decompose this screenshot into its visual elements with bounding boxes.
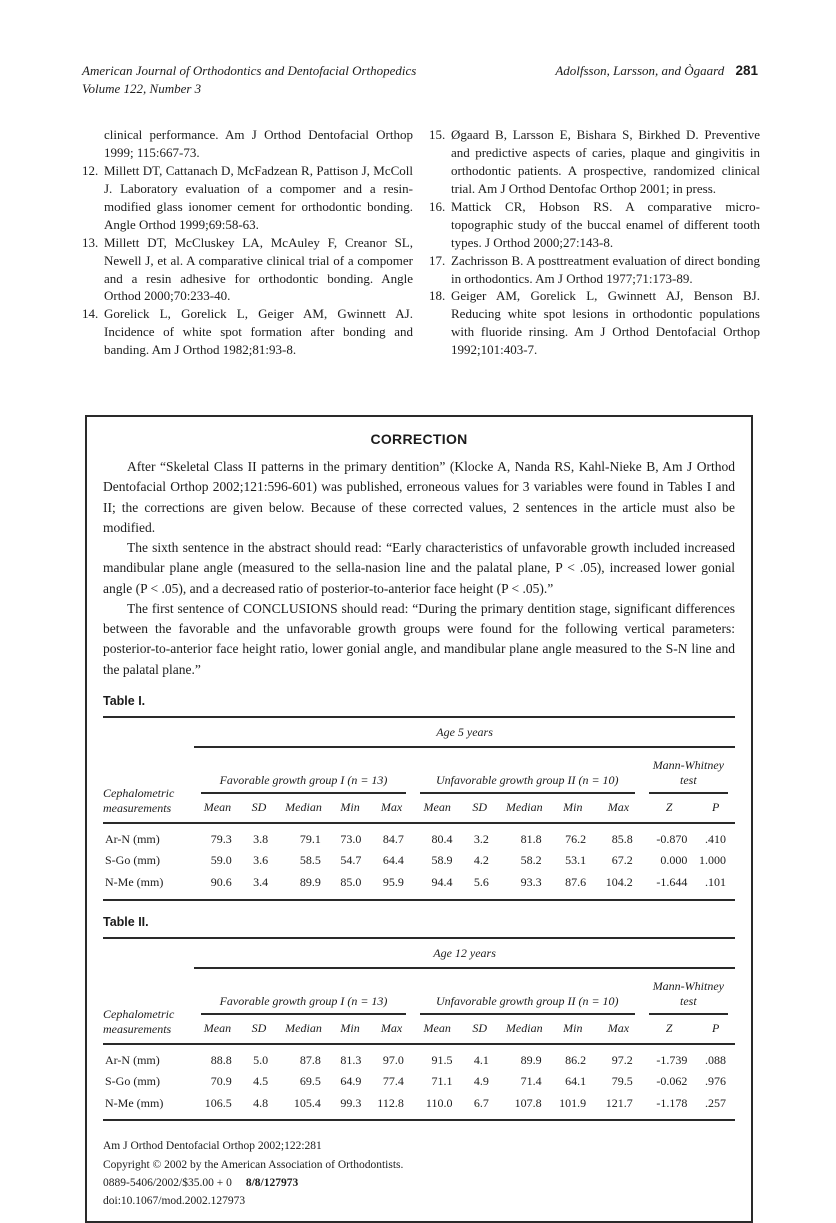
reference-text: Øgaard B, Larsson E, Bishara S, Birkhed D. Preventive and predictive aspects of caries, plaque and gingivitis in orthodontic patients. A prospective, randomized clinical trial. Am J Orthod Dentofac Orthop 2001; in press.	[451, 127, 760, 196]
data-cell: .976	[705, 1074, 726, 1089]
data-cell: 89.9	[520, 1052, 542, 1067]
reference-number: 15.	[429, 127, 446, 142]
data-cell: 59.0	[210, 853, 232, 868]
column-header: Median	[277, 794, 330, 823]
table-row	[103, 717, 735, 747]
data-cell: 1.000	[699, 853, 726, 868]
data-cell: 0.000	[660, 853, 688, 868]
data-cell: 104.2	[605, 874, 633, 889]
table-row	[103, 1093, 735, 1121]
volume-line: Volume 122, Number 3	[82, 81, 202, 97]
data-cell: -0.870	[656, 831, 688, 846]
copyright-line: Copyright © 2002 by the American Association of Orthodontists.	[103, 1158, 404, 1171]
data-cell: 77.4	[382, 1074, 404, 1089]
data-cell: 88.8	[210, 1052, 232, 1067]
data-cell: 91.5	[431, 1052, 453, 1067]
data-cell: 81.3	[340, 1052, 362, 1067]
data-cell: 84.7	[382, 831, 404, 846]
column-header: Median	[498, 1015, 551, 1044]
reference-item	[82, 126, 413, 162]
article-code: 8/8/127973	[245, 1177, 299, 1190]
reference-item	[429, 287, 760, 359]
data-cell: 3.6	[253, 853, 269, 868]
group2-header: Unfavorable growth group II (n = 10)	[420, 773, 635, 794]
data-cell: 89.9	[299, 874, 321, 889]
doi-line: doi:10.1067/mod.2002.127973	[103, 1195, 246, 1208]
reference-text: clinical performance. Am J Orthod Dentofacial Orthop 1999; 115:667-73.	[104, 127, 413, 160]
data-cell: 79.3	[210, 831, 232, 846]
reference-item	[82, 234, 413, 306]
data-cell: 79.1	[299, 831, 321, 846]
column-header: Mean	[194, 794, 241, 823]
data-cell: 101.9	[559, 1095, 587, 1110]
reference-item	[429, 126, 760, 198]
data-cell: 97.2	[611, 1052, 633, 1067]
column-header: Z	[642, 794, 697, 823]
mann-whitney-line2: test	[680, 772, 697, 787]
mann-whitney-line2: test	[680, 993, 697, 1008]
data-cell: 4.5	[253, 1074, 269, 1089]
data-cell: 87.8	[299, 1052, 321, 1067]
column-header: SD	[241, 794, 277, 823]
mann-whitney-header-cell	[642, 747, 735, 794]
issn-line	[103, 1174, 735, 1192]
column-header: Median	[498, 794, 551, 823]
table-row	[103, 850, 735, 872]
correction-paragraph: The first sentence of CONCLUSIONS should read: “During the primary dentition stage, significant differences between the favorable and the unfavorable growth groups were found for the following vertical parameters: posterior-to-anterior face height ratio, lower gonial angle, and mandibular plane angle measured to the S-N line and the palatal plane.”	[103, 600, 735, 677]
reference-number: 13.	[82, 234, 99, 250]
data-cell: 54.7	[340, 853, 362, 868]
reference-item	[82, 305, 413, 359]
column-header: Z	[642, 1015, 697, 1044]
table-row	[103, 794, 735, 823]
column-header: Median	[277, 1015, 330, 1044]
data-cell: 4.1	[473, 1052, 489, 1067]
article-info-footer	[103, 1137, 735, 1211]
data-cell: 99.3	[340, 1095, 362, 1110]
data-cell: 86.2	[565, 1052, 587, 1067]
references-left-column	[82, 126, 413, 359]
row-label: Ar-N (mm)	[105, 1052, 160, 1067]
correction-table-2	[103, 937, 735, 1122]
data-cell: 121.7	[605, 1095, 633, 1110]
row-label: S-Go (mm)	[105, 1074, 160, 1089]
reference-item	[429, 252, 760, 288]
data-cell: 58.9	[431, 853, 453, 868]
stub-header: Cephalometric measurements	[103, 717, 194, 823]
correction-table-1	[103, 716, 735, 901]
correction-paragraph: The sixth sentence in the abstract should read: “Early characteristics of unfavorable growth included increased mandibular plane angle (measured to the sella-nasion line and the palatal plane, P < .05), increased lower gonial angle (P < .05), and a decreased ratio of posterior-to-anterior face height (P < .05).”	[103, 540, 735, 596]
column-header: P	[696, 1015, 735, 1044]
table-row	[103, 968, 735, 1015]
data-cell: 4.8	[253, 1095, 269, 1110]
column-header: P	[696, 794, 735, 823]
data-cell: 107.8	[514, 1095, 542, 1110]
correction-box	[85, 415, 753, 1223]
table-row	[103, 938, 735, 968]
data-cell: 112.8	[377, 1095, 404, 1110]
reference-text: Gorelick L, Gorelick L, Geiger AM, Gwinnett AJ. Incidence of white spot formation after bonding and banding. Am J Orthod 1982;81:93-8.	[104, 306, 413, 358]
table-row	[103, 1071, 735, 1093]
data-cell: 105.4	[293, 1095, 321, 1110]
row-label: N-Me (mm)	[105, 1095, 164, 1110]
data-cell: 4.9	[473, 1074, 489, 1089]
column-header: Max	[595, 1015, 642, 1044]
data-cell: 3.2	[473, 831, 489, 846]
data-cell: .410	[705, 831, 726, 846]
table-1-label: Table I.	[103, 693, 146, 708]
group2-header-cell	[413, 747, 642, 794]
data-cell: -1.739	[656, 1052, 688, 1067]
data-cell: 80.4	[431, 831, 453, 846]
running-head-right	[555, 62, 758, 81]
column-header: Max	[595, 794, 642, 823]
reference-item	[82, 162, 413, 234]
data-cell: 70.9	[210, 1074, 232, 1089]
mann-whitney-line1: Mann-Whitney	[652, 757, 724, 772]
column-header: Max	[370, 1015, 413, 1044]
table-row	[103, 823, 735, 851]
data-cell: 5.0	[253, 1052, 269, 1067]
column-header: Mean	[413, 1015, 462, 1044]
reference-number: 12.	[82, 162, 99, 178]
group1-header-cell	[194, 968, 413, 1015]
age-span-header: Age 12 years	[194, 938, 735, 968]
column-header: Min	[330, 1015, 371, 1044]
data-cell: 97.0	[382, 1052, 404, 1067]
row-label: S-Go (mm)	[105, 853, 160, 868]
table-2-label: Table II.	[103, 914, 149, 929]
mann-whitney-header-cell	[642, 968, 735, 1015]
reference-number: 17.	[429, 252, 446, 268]
data-cell: -0.062	[656, 1074, 688, 1089]
column-header: Max	[370, 794, 413, 823]
group1-header: Favorable growth group I (n = 13)	[201, 994, 406, 1015]
journal-title: American Journal of Orthodontics and Dentofacial Orthopedics	[82, 63, 417, 78]
running-authors: Adolfsson, Larsson, and Ògaard	[555, 63, 725, 78]
data-cell: 81.8	[520, 831, 542, 846]
data-cell: 64.9	[340, 1074, 362, 1089]
journal-block	[82, 62, 416, 98]
citation-line: Am J Orthod Dentofacial Orthop 2002;122:281	[103, 1140, 322, 1153]
data-cell: 106.5	[204, 1095, 232, 1110]
mann-whitney-header	[649, 979, 728, 1015]
reference-text: Geiger AM, Gorelick L, Gwinnett AJ, Benson BJ. Reducing white spot lesions in orthodontic populations with fluoride rinsing. Am J Orthod Dentofacial Orthop 1992;101:403-7.	[451, 288, 760, 358]
data-cell: 85.8	[611, 831, 633, 846]
table-row	[103, 747, 735, 794]
table-row	[103, 1015, 735, 1044]
page-header	[82, 62, 758, 98]
data-cell: 71.4	[520, 1074, 542, 1089]
data-cell: 3.8	[253, 831, 269, 846]
column-header: Min	[551, 1015, 596, 1044]
data-cell: 53.1	[565, 853, 587, 868]
data-cell: 4.2	[473, 853, 489, 868]
reference-number: 16.	[429, 198, 446, 214]
group1-header-cell	[194, 747, 413, 794]
data-cell: 93.3	[520, 874, 542, 889]
data-cell: 87.6	[565, 874, 587, 889]
reference-number: 14.	[82, 306, 99, 322]
references-section	[82, 126, 760, 359]
column-header: Min	[330, 794, 371, 823]
row-label: N-Me (mm)	[105, 874, 164, 889]
data-cell: .088	[705, 1052, 726, 1067]
page-number: 281	[735, 63, 758, 78]
data-cell: 6.7	[473, 1095, 489, 1110]
data-cell: .257	[705, 1095, 726, 1110]
data-cell: 85.0	[340, 874, 362, 889]
reference-item	[429, 198, 760, 252]
column-header: Mean	[194, 1015, 241, 1044]
stub-header: Cephalometric measurements	[103, 938, 194, 1044]
data-cell: 71.1	[431, 1074, 453, 1089]
column-header: SD	[241, 1015, 277, 1044]
data-cell: 5.6	[473, 874, 489, 889]
data-cell: 110.0	[425, 1095, 453, 1110]
data-cell: 79.5	[611, 1074, 633, 1089]
mann-whitney-header	[649, 758, 728, 794]
issn-code: 0889-5406/2002/$35.00 + 0	[103, 1177, 232, 1190]
data-cell: 64.4	[382, 853, 404, 868]
data-cell: 90.6	[210, 874, 232, 889]
data-cell: 67.2	[611, 853, 633, 868]
column-header: Min	[551, 794, 596, 823]
group2-header: Unfavorable growth group II (n = 10)	[420, 994, 635, 1015]
data-cell: 64.1	[565, 1074, 587, 1089]
table-row	[103, 872, 735, 900]
reference-text: Zachrisson B. A posttreatment evaluation of direct bonding in orthodontics. Am J Orthod 1977;71:173-89.	[451, 252, 760, 286]
column-header: Mean	[413, 794, 462, 823]
data-cell: 69.5	[299, 1074, 321, 1089]
column-header: SD	[461, 794, 497, 823]
data-cell: 76.2	[565, 831, 587, 846]
reference-text: Millett DT, McCluskey LA, McAuley F, Creanor SL, Newell J, et al. A comparative clinical trial of a compomer and a resin adhesive for orthodontic bonding. Angle Orthod 2000;70:233-40.	[104, 234, 413, 304]
group2-header-cell	[413, 968, 642, 1015]
data-cell: 58.2	[520, 853, 542, 868]
row-label: Ar-N (mm)	[105, 831, 160, 846]
age-span-header: Age 5 years	[194, 717, 735, 747]
correction-paragraph: After “Skeletal Class II patterns in the primary dentition” (Klocke A, Nanda RS, Kahl-Nieke B, Am J Orthod Dentofacial Orthop 2002;121:596-601) was published, erroneous values for 3 variables were found in Tables I and II; the corrections are given below. Because of these corrected values, 2 sentences in the article must also be modified.	[103, 459, 735, 535]
table-row	[103, 1044, 735, 1072]
reference-number	[82, 126, 104, 162]
reference-text: Millett DT, Cattanach D, McFadzean R, Pattison J, McColl J. Laboratory evaluation of a compomer and a resin-modified glass ionomer cement for orthodontic bonding. Angle Orthod 1999;69:58-63.	[104, 162, 413, 232]
data-cell: 3.4	[253, 874, 269, 889]
group1-header: Favorable growth group I (n = 13)	[201, 773, 406, 794]
data-cell: -1.644	[656, 874, 688, 889]
column-header: SD	[461, 1015, 497, 1044]
data-cell: 94.4	[431, 874, 453, 889]
data-cell: .101	[705, 874, 726, 889]
mann-whitney-line1: Mann-Whitney	[652, 978, 724, 993]
data-cell: 58.5	[299, 853, 321, 868]
correction-title: CORRECTION	[370, 431, 468, 447]
data-cell: 73.0	[340, 831, 362, 846]
data-cell: -1.178	[656, 1095, 688, 1110]
data-cell: 95.9	[382, 874, 404, 889]
references-right-column	[429, 126, 760, 359]
reference-number: 18.	[429, 288, 446, 304]
reference-text: Mattick CR, Hobson RS. A comparative micro-topographic study of the buccal enamel of different tooth types. J Orthod 2000;27:143-8.	[451, 198, 760, 250]
